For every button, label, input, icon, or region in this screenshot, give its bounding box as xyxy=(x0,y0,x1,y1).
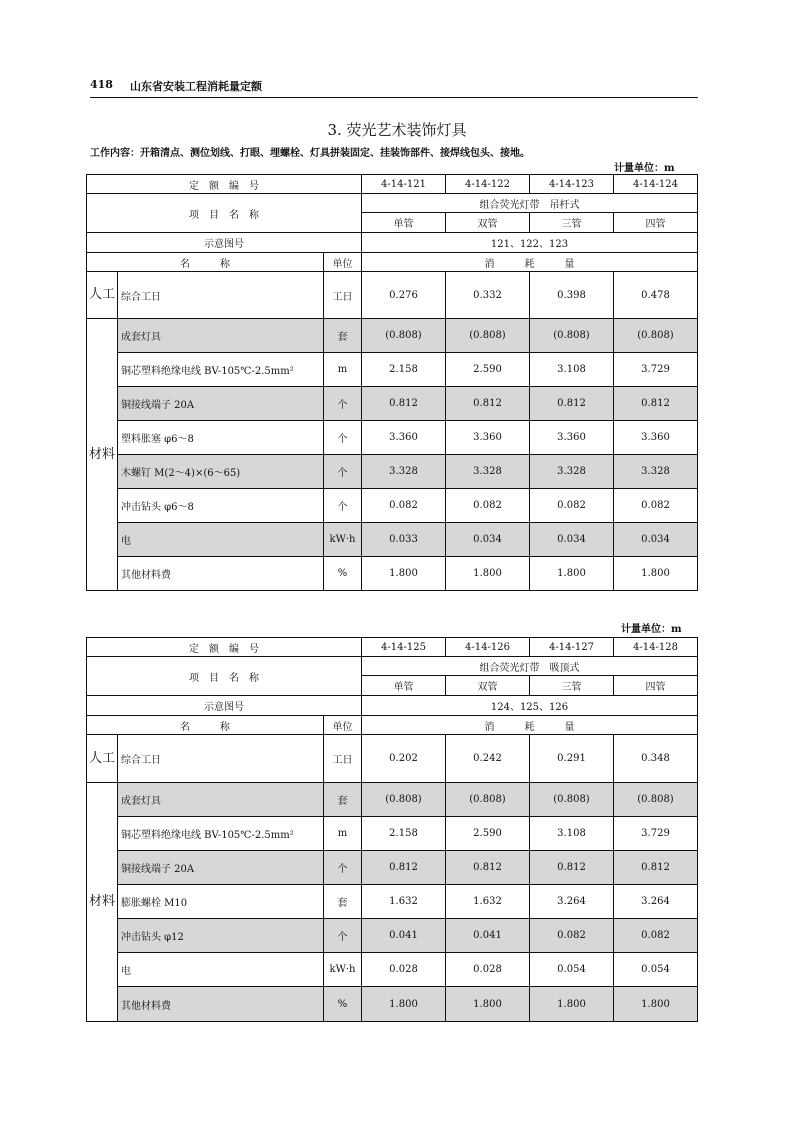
material-value: 0.082 xyxy=(362,489,446,523)
material-name: 成套灯具 xyxy=(118,319,324,353)
quota-code-label: 定 额 编 号 xyxy=(87,638,362,657)
material-value: 3.360 xyxy=(530,421,614,455)
material-name: 铜接线端子 20A xyxy=(118,851,324,885)
diagram-label: 示意图号 xyxy=(87,696,362,716)
material-value: (0.808) xyxy=(446,783,530,817)
material-row xyxy=(87,421,698,455)
material-value: 1.800 xyxy=(614,557,698,591)
material-value: 0.812 xyxy=(530,851,614,885)
material-value: 3.264 xyxy=(530,885,614,919)
material-value: (0.808) xyxy=(614,319,698,353)
material-unit: m xyxy=(324,817,362,851)
labor-name: 综合工日 xyxy=(118,735,324,783)
column-header-row xyxy=(87,253,698,272)
material-value: 1.800 xyxy=(362,557,446,591)
material-row xyxy=(87,953,698,987)
material-value: (0.808) xyxy=(530,783,614,817)
material-value: 1.800 xyxy=(446,557,530,591)
material-value: 3.729 xyxy=(614,353,698,387)
material-name: 木螺钉 M(2～4)×(6～65) xyxy=(118,455,324,489)
material-value: 3.360 xyxy=(362,421,446,455)
code-row xyxy=(87,175,698,194)
variant: 单管 xyxy=(362,676,446,696)
material-value: 0.082 xyxy=(446,489,530,523)
name-header: 名 称 xyxy=(87,716,324,735)
material-value: 3.360 xyxy=(614,421,698,455)
material-value: 0.812 xyxy=(446,851,530,885)
material-row xyxy=(87,919,698,953)
material-value: 0.082 xyxy=(614,489,698,523)
material-value: 1.800 xyxy=(362,987,446,1022)
item-name-label: 项 目 名 称 xyxy=(87,657,362,696)
material-name: 成套灯具 xyxy=(118,783,324,817)
material-value: 3.328 xyxy=(446,455,530,489)
material-row xyxy=(87,557,698,591)
unit-note-1: 计量单位：m xyxy=(614,163,675,174)
material-value: 0.041 xyxy=(446,919,530,953)
material-value: 0.812 xyxy=(614,851,698,885)
material-value: 0.034 xyxy=(446,523,530,557)
material-row xyxy=(87,987,698,1022)
labor-unit: 工日 xyxy=(324,735,362,783)
variant: 单管 xyxy=(362,213,446,233)
material-row xyxy=(87,319,698,353)
labor-row xyxy=(87,272,698,319)
labor-value: 0.478 xyxy=(614,272,698,319)
quota-code: 4-14-126 xyxy=(446,638,530,657)
group-label: 组合荧光灯带 吊杆式 xyxy=(362,194,698,213)
material-name: 其他材料费 xyxy=(118,557,324,591)
material-name: 铜芯塑料绝缘电线 BV-105℃-2.5mm² xyxy=(118,817,324,851)
variant: 三管 xyxy=(530,213,614,233)
material-unit: 个 xyxy=(324,387,362,421)
group-label: 组合荧光灯带 吸顶式 xyxy=(362,657,698,676)
material-unit: 套 xyxy=(324,319,362,353)
material-value: 0.812 xyxy=(446,387,530,421)
material-value: 0.034 xyxy=(614,523,698,557)
material-row xyxy=(87,851,698,885)
labor-category: 人工 xyxy=(87,735,118,783)
page-header xyxy=(90,75,698,98)
material-unit: m xyxy=(324,353,362,387)
work-content: 工作内容：开箱清点、测位划线、打眼、埋螺栓、灯具拼装固定、挂装饰部件、接焊线包头、接地。 xyxy=(90,148,530,159)
material-unit: 套 xyxy=(324,885,362,919)
item-name-label: 项 目 名 称 xyxy=(87,194,362,233)
material-name: 电 xyxy=(118,953,324,987)
material-value: 0.082 xyxy=(530,919,614,953)
material-value: (0.808) xyxy=(362,319,446,353)
material-unit: 个 xyxy=(324,455,362,489)
labor-value: 0.202 xyxy=(362,735,446,783)
material-name: 铜接线端子 20A xyxy=(118,387,324,421)
material-value: 3.328 xyxy=(614,455,698,489)
item-name-row xyxy=(87,194,698,213)
material-value: 1.800 xyxy=(530,987,614,1022)
material-unit: 个 xyxy=(324,489,362,523)
material-value: 0.082 xyxy=(614,919,698,953)
material-value: 0.028 xyxy=(362,953,446,987)
material-name: 塑料胀塞 φ6～8 xyxy=(118,421,324,455)
material-value: 0.812 xyxy=(362,851,446,885)
labor-value: 0.348 xyxy=(614,735,698,783)
material-value: 1.632 xyxy=(446,885,530,919)
labor-name: 综合工日 xyxy=(118,272,324,319)
material-value: 0.812 xyxy=(530,387,614,421)
material-value: 0.033 xyxy=(362,523,446,557)
labor-value: 0.332 xyxy=(446,272,530,319)
labor-value: 0.291 xyxy=(530,735,614,783)
quota-code: 4-14-124 xyxy=(614,175,698,194)
material-value: 0.812 xyxy=(614,387,698,421)
material-value: 1.632 xyxy=(362,885,446,919)
material-value: 2.158 xyxy=(362,353,446,387)
item-name-row xyxy=(87,657,698,676)
material-value: 0.812 xyxy=(362,387,446,421)
diagram-row xyxy=(87,233,698,253)
quota-code: 4-14-123 xyxy=(530,175,614,194)
material-value: 3.108 xyxy=(530,817,614,851)
material-value: (0.808) xyxy=(614,783,698,817)
material-value: 1.800 xyxy=(446,987,530,1022)
material-unit: 个 xyxy=(324,421,362,455)
diagram-value: 121、122、123 xyxy=(362,233,698,253)
material-value: 0.028 xyxy=(446,953,530,987)
variant: 双管 xyxy=(446,676,530,696)
labor-unit: 工日 xyxy=(324,272,362,319)
material-value: 2.590 xyxy=(446,817,530,851)
material-unit: kW·h xyxy=(324,523,362,557)
page-number: 418 xyxy=(90,78,113,91)
material-value: 1.800 xyxy=(614,987,698,1022)
material-row xyxy=(87,387,698,421)
material-value: 0.041 xyxy=(362,919,446,953)
material-unit: 个 xyxy=(324,851,362,885)
consumption-header: 消 耗 量 xyxy=(362,253,698,272)
material-value: 0.034 xyxy=(530,523,614,557)
consumption-header: 消 耗 量 xyxy=(362,716,698,735)
section-title: 3. 荧光艺术装饰灯具 xyxy=(327,121,467,139)
material-name: 电 xyxy=(118,523,324,557)
quota-code: 4-14-128 xyxy=(614,638,698,657)
material-category: 材料 xyxy=(87,783,118,1022)
variant: 三管 xyxy=(530,676,614,696)
material-row xyxy=(87,489,698,523)
variant: 四管 xyxy=(614,213,698,233)
material-unit: 个 xyxy=(324,919,362,953)
material-row xyxy=(87,523,698,557)
material-value: 3.328 xyxy=(530,455,614,489)
variant: 双管 xyxy=(446,213,530,233)
labor-category: 人工 xyxy=(87,272,118,319)
variant: 四管 xyxy=(614,676,698,696)
unit-note-2: 计量单位：m xyxy=(621,624,682,635)
diagram-label: 示意图号 xyxy=(87,233,362,253)
material-value: 3.328 xyxy=(362,455,446,489)
material-name: 膨胀螺栓 M10 xyxy=(118,885,324,919)
material-row xyxy=(87,817,698,851)
material-value: 3.360 xyxy=(446,421,530,455)
quota-code: 4-14-125 xyxy=(362,638,446,657)
material-category: 材料 xyxy=(87,319,118,591)
unit-header: 单位 xyxy=(324,716,362,735)
material-name: 铜芯塑料绝缘电线 BV-105℃-2.5mm² xyxy=(118,353,324,387)
material-row xyxy=(87,783,698,817)
material-unit: % xyxy=(324,987,362,1022)
code-row xyxy=(87,638,698,657)
material-name: 其他材料费 xyxy=(118,987,324,1022)
material-row xyxy=(87,885,698,919)
material-unit: 套 xyxy=(324,783,362,817)
material-value: 3.729 xyxy=(614,817,698,851)
material-value: 2.590 xyxy=(446,353,530,387)
material-value: 2.158 xyxy=(362,817,446,851)
material-name: 冲击钻头 φ6～8 xyxy=(118,489,324,523)
diagram-value: 124、125、126 xyxy=(362,696,698,716)
quota-table-2 xyxy=(86,637,698,1022)
diagram-row xyxy=(87,696,698,716)
material-value: (0.808) xyxy=(362,783,446,817)
labor-value: 0.276 xyxy=(362,272,446,319)
book-title: 山东省安装工程消耗量定额 xyxy=(130,80,262,93)
labor-row xyxy=(87,735,698,783)
material-value: 1.800 xyxy=(530,557,614,591)
material-name: 冲击钻头 φ12 xyxy=(118,919,324,953)
column-header-row xyxy=(87,716,698,735)
quota-table-1 xyxy=(86,174,698,591)
material-unit: kW·h xyxy=(324,953,362,987)
quota-code: 4-14-122 xyxy=(446,175,530,194)
material-value: 3.264 xyxy=(614,885,698,919)
material-value: 0.054 xyxy=(614,953,698,987)
quota-code-label: 定 额 编 号 xyxy=(87,175,362,194)
material-unit: % xyxy=(324,557,362,591)
labor-value: 0.398 xyxy=(530,272,614,319)
quota-code: 4-14-121 xyxy=(362,175,446,194)
material-row xyxy=(87,455,698,489)
material-value: 0.054 xyxy=(530,953,614,987)
quota-code: 4-14-127 xyxy=(530,638,614,657)
name-header: 名 称 xyxy=(87,253,324,272)
material-value: 3.108 xyxy=(530,353,614,387)
material-value: 0.082 xyxy=(530,489,614,523)
material-value: (0.808) xyxy=(530,319,614,353)
unit-header: 单位 xyxy=(324,253,362,272)
material-value: (0.808) xyxy=(446,319,530,353)
labor-value: 0.242 xyxy=(446,735,530,783)
material-row xyxy=(87,353,698,387)
